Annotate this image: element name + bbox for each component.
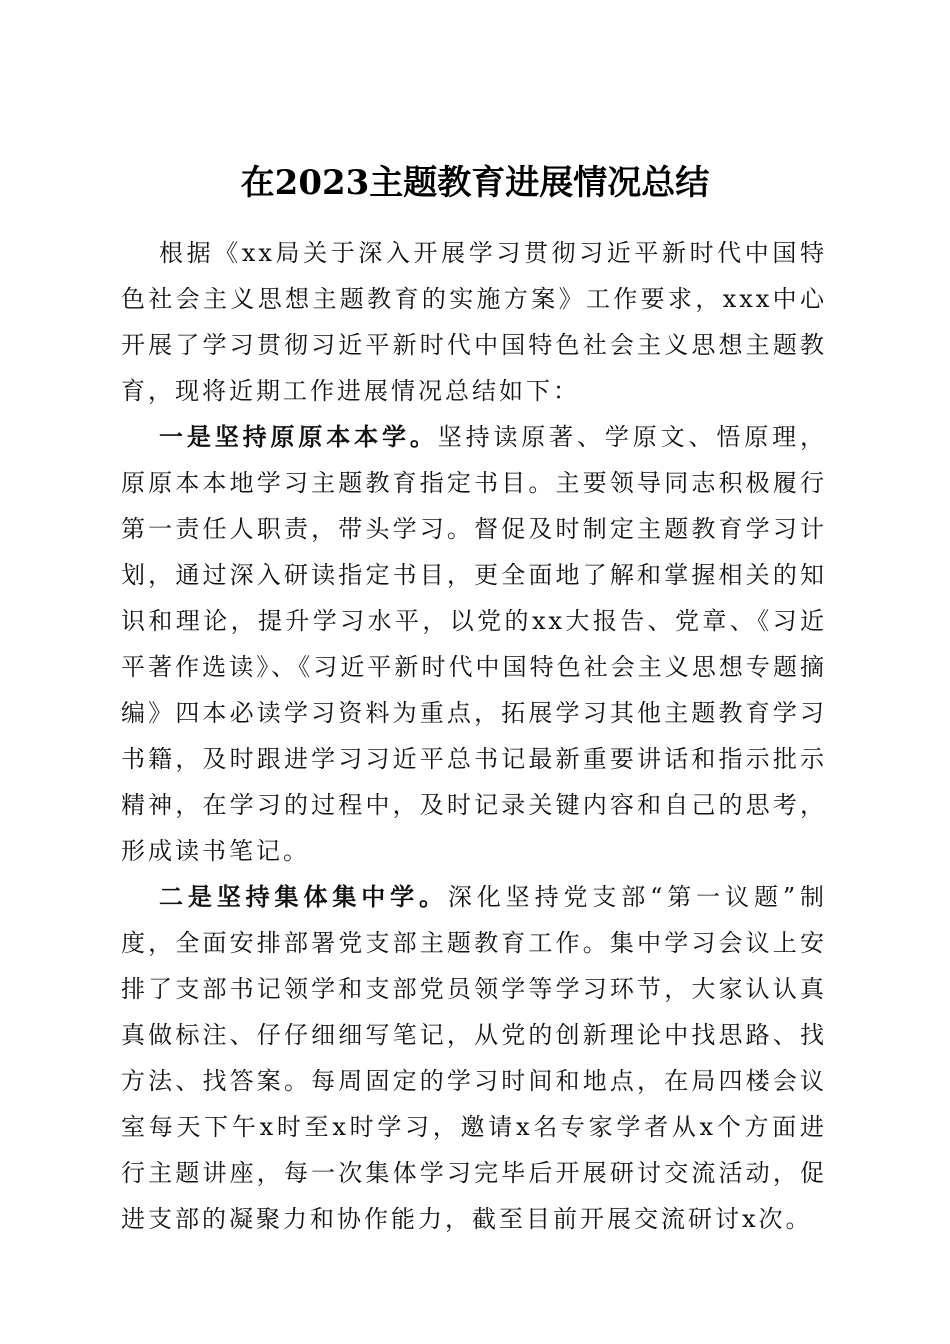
- section-one-paragraph: [121, 414, 827, 874]
- paragraph-text: 深化坚持党支部“第一议题”制度，全面安排部署党支部主题教育工作。集中学习会议上安排了支部书记领学和支部党员领学等学习环节，大家认认真真做标注、仔仔细细写笔记，从党的创新理论中找思路、找方法、找答案。每周固定的学习时间和地点，在局四楼会议室每天下午x时至x时学习，邀请x名专家学者从x个方面进行主题讲座，每一次集体学习完毕后开展研讨交流活动，促进支部的凝聚力和协作能力，截至目前开展交流研讨x次。: [121, 883, 828, 1233]
- paragraph-lead: 一是坚持原原本本学。: [159, 422, 438, 451]
- document-body: [121, 230, 827, 1242]
- paragraph-text: 根据《xx局关于深入开展学习贯彻习近平新时代中国特色社会主义思想主题教育的实施方案》工作要求，xxx中心开展了学习贯彻习近平新时代中国特色社会主义思想主题教育，现将近期工作进展情况总结如下：: [121, 239, 827, 405]
- paragraph-lead: 二是坚持集体集中学。: [159, 882, 448, 911]
- intro-paragraph: [121, 230, 827, 414]
- paragraph-text: 坚持读原著、学原文、悟原理，原原本本地学习主题教育指定书目。主要领导同志积极履行第一责任人职责，带头学习。督促及时制定主题教育学习计划，通过深入研读指定书目，更全面地了解和掌握相关的知识和理论，提升学习水平，以党的xx大报告、党章、《习近平著作选读》、《习近平新时代中国特色社会主义思想专题摘编》四本必读学习资料为重点，拓展学习其他主题教育学习书籍，及时跟进学习习近平总书记最新重要讲话和指示批示精神，在学习的过程中，及时记录关键内容和自己的思考，形成读书笔记。: [121, 423, 828, 865]
- document-title: 在2023主题教育进展情况总结: [240, 162, 710, 203]
- section-two-paragraph: [121, 874, 827, 1242]
